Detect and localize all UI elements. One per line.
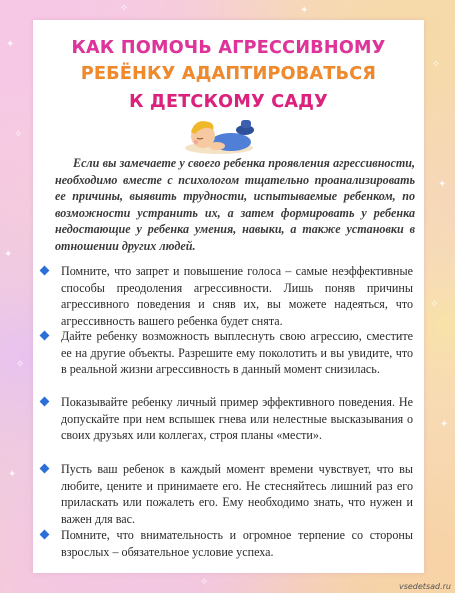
- sparkle-icon: ✧: [430, 299, 439, 310]
- list-item-text: Дайте ребенку возможность выплеснуть свою агрессию, сместите ее на другие объекты. Разрешите ему поколотить и вы увидите, что в реальной жизни агрессивность в данный момент снизилась.: [61, 329, 413, 377]
- watermark: vsedetsad.ru: [398, 582, 451, 591]
- sleeping-child-illustration: [181, 112, 259, 158]
- list-item: [41, 527, 413, 560]
- list-item: [41, 328, 413, 378]
- content-panel: [33, 20, 424, 573]
- title-line-1: КАК ПОМОЧЬ АГРЕССИВНОМУ: [71, 38, 386, 58]
- sparkle-icon: ✧: [432, 59, 441, 70]
- diamond-bullet-icon: [40, 331, 50, 341]
- title-line-2: РЕБЁНКУ АДАПТИРОВАТЬСЯ: [80, 64, 377, 84]
- list-item: [41, 461, 413, 527]
- list-item: [41, 394, 413, 444]
- list-item-text: Помните, что запрет и повышение голоса – самые неэффективные способы преодоления агрессивности. Лишь поняв причины агрессивного поведения и сняв их, вы можете надеяться, что агрессивность вашего ребенка будет снята.: [61, 264, 413, 328]
- list-item: [41, 263, 413, 329]
- list-item-text: Пусть ваш ребенок в каждый момент времени чувствует, что вы любите, цените и принимаете его. Не стесняйтесь лишний раз его приласкать или пожалеть его. Ему необходимо знать, что нужен и важен для вас.: [61, 462, 413, 526]
- sparkle-icon: ✦: [4, 249, 13, 260]
- sparkle-icon: ✦: [438, 179, 447, 190]
- intro-paragraph: Если вы замечаете у своего ребенка проявления агрессивности, необходимо вместе с психологом тщательно проанализировать ее причины, выявить трудности, испытываемые ребенком, по возможности устранить их, а затем формировать у ребенка недостающие у ребенка умения, навыки, а также установки в отношении других людей.: [55, 156, 415, 253]
- list-item-text: Помните, что внимательность и огромное терпение со стороны взрослых – обязательное условие успеха.: [61, 528, 413, 559]
- list-item-text: Показывайте ребенку личный пример эффективного поведения. Не допускайте при нем вспышек гнева или нелестные высказывания о своих друзьях или коллегах, строя планы «мести».: [61, 395, 413, 443]
- sparkle-icon: ✧: [16, 359, 25, 370]
- diamond-bullet-icon: [40, 266, 50, 276]
- sparkle-icon: ✧: [200, 577, 209, 588]
- sparkle-icon: ✦: [8, 469, 17, 480]
- sparkle-icon: ✦: [6, 39, 15, 50]
- diamond-bullet-icon: [40, 397, 50, 407]
- sparkle-icon: ✧: [120, 3, 129, 14]
- sparkle-icon: ✦: [440, 419, 449, 430]
- diamond-bullet-icon: [40, 530, 50, 540]
- diamond-bullet-icon: [40, 464, 50, 474]
- title-line-3: К ДЕТСКОМУ САДУ: [129, 92, 328, 112]
- sparkle-icon: ✧: [14, 129, 23, 140]
- sparkle-icon: ✦: [300, 5, 309, 16]
